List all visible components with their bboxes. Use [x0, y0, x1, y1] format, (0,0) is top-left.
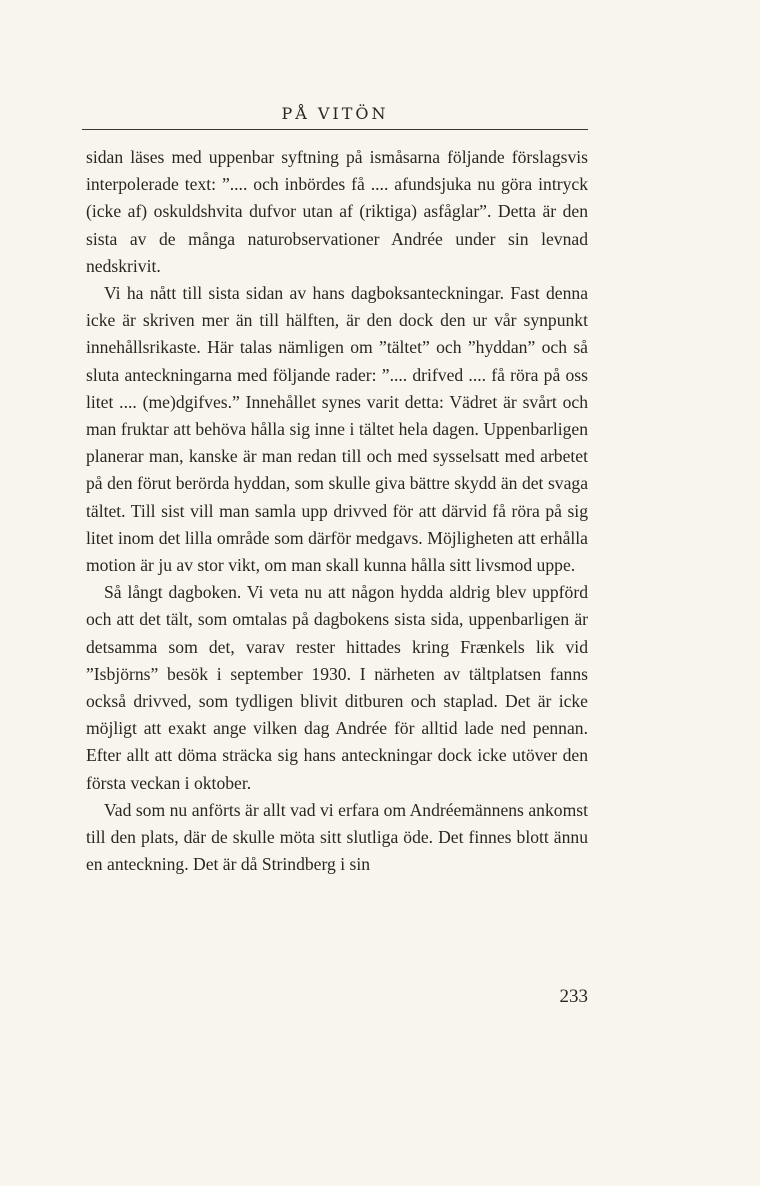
header-rule	[82, 129, 588, 130]
paragraph-3: Så långt dagboken. Vi veta nu att någon hydda aldrig blev uppförd och att det tält, som omtalas på dagbokens sista sida, uppenbarligen är detsamma som det, varav rester hittades kring Frænkels lik vid ”Isbjörns” besök i september 1930. I närheten av tältplatsen fanns också drivved, som tydligen blivit ditburen och staplad. Det är icke möjligt att exakt ange vilken dag Andrée för alltid lade ned pennan. Efter allt att döma sträcka sig hans anteckningar dock icke utöver den första veckan i oktober.	[86, 582, 588, 793]
page-number: 233	[559, 986, 588, 1007]
paragraph-2: Vi ha nått till sista sidan av hans dagboksanteckningar. Fast denna icke är skriven mer än till hälften, är den dock den ur vår synpunkt innehållsrikaste. Här talas nämligen om ”tältet” och ”hyddan” och så sluta anteckningarna med följande rader: ”.... drifved .... få röra på oss litet .... (me)dgifves.” Innehållet synes varit detta: Vädret är svårt och man fruktar att behöva hålla sig inne i tältet hela dagen. Uppenbarligen planerar man, kanske är man redan till och med sysselsatt med arbetet på den förut berörda hyddan, som skulle giva bättre skydd än det svaga tältet. Till sist vill man samla upp drivved för att därvid få röra på sig litet inom det lilla område som därför medgavs. Möjligheten att erhålla motion är ju av stor vikt, om man skall kunna hålla sitt livsmod uppe.	[86, 283, 588, 576]
paragraph-4: Vad som nu anförts är allt vad vi erfara om Andréemännens ankomst till den plats, där de skulle möta sitt slutliga öde. Det finnes blott ännu en anteckning. Det är då Strindberg i sin	[86, 799, 588, 875]
running-title: PÅ VITÖN	[281, 104, 389, 123]
paragraph-1: sidan läses med uppenbar syftning på ismåsarna följande förslagsvis interpolerade text: ”.... och inbördes få .... afundsjuka nu göra intryck (icke af) oskuldshvita dufvor utan af (riktiga) asfåglar”. Detta är den sista av de många naturobservationer Andrée under sin levnad nedskrivit.	[86, 147, 588, 276]
body-text	[86, 144, 588, 878]
